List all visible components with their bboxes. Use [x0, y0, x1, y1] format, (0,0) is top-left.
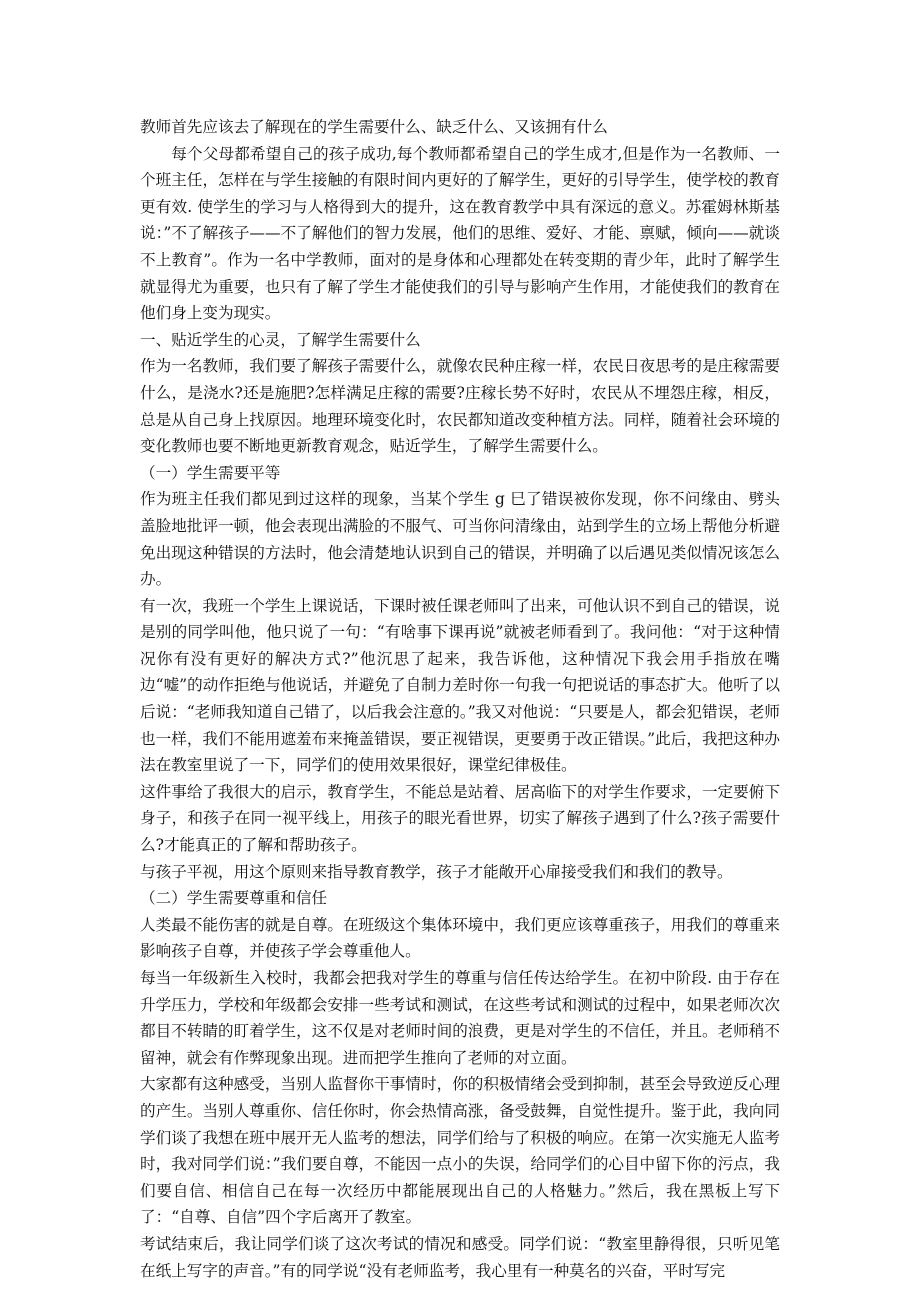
subsection-heading-2: （二）学生需要尊重和信任: [140, 889, 328, 908]
body-paragraph: 这件事给了我很大的启示，教育学生，不能总是站着、居高临下的对学生作要求，一定要俯下身子，和孩子在同一视平线上，用孩子的眼光看世界，切实了解孩子遇到了什么?孩子需要什么?才能真正的了解和帮助孩子。: [140, 782, 780, 855]
body-paragraph: 与孩子平视，用这个原则来指导教育教学，孩子才能敞开心扉接受我们和我们的教导。: [140, 862, 733, 881]
body-paragraph: 有一次，我班一个学生上课说话，下课时被任课老师叫了出来，可他认识不到自己的错误，说是别的同学叫他，他只说了一句：“有啥事下课再说”就被老师看到了。我问他：“对于这种情况你有没有更好的解决方式?”他沉思了起来，我告诉他，这种情况下我会用手指放在嘴边“嘘”的动作拒绝与他说话，并避免了自制力差时你一句我一句把说话的事态扩大。他听了以后说：“老师我知道自己错了，以后我会注意的。”我又对他说：“只要是人，都会犯错误，老师也一样，我们不能用遮羞布来掩盖错误，要正视错误，更要勇于改正错误。”此后，我把这种办法在教室里说了一下，同学们的使用效果很好，课堂纪律极佳。: [140, 596, 780, 775]
body-paragraph: 作为一名教师，我们要了解孩子需要什么，就像农民种庄稼一样，农民日夜思考的是庄稼需要什么，是浇水?还是施肥?怎样满足庄稼的需要?庄稼长势不好时，农民从不埋怨庄稼，相反，总是从自己身上找原因。地理环境变化时，农民都知道改变种植方法。同样，随着社会环境的变化教师也要不断地更新教育观念，贴近学生，了解学生需要什么。: [140, 357, 780, 456]
intro-paragraph: 每个父母都希望自己的孩子成功,每个教师都希望自己的学生成才,但是作为一名教师、一个班主任，怎样在与学生接触的有限时间内更好的了解学生，更好的引导学生，使学校的教育更有效. 使学生的学习与人格得到大的提升，这在教育教学中具有深远的意义。苏霍姆林斯基说：”不了解孩子——不了解他们的智力发展，他们的思维、爱好、才能、禀赋，倾向——就谈不上教育”。作为一名中学教师，面对的是身体和心理都处在转变期的青少年，此时了解学生就显得尤为重要，也只有了解了学生才能使我们的引导与影响产生作用，才能使我们的教育在他们身上变为现实。: [140, 144, 780, 323]
document-title: 教师首先应该去了解现在的学生需要什么、缺乏什么、又该拥有什么: [140, 118, 608, 136]
body-paragraph: 每当一年级新生入校时，我都会把我对学生的尊重与信任传达给学生。在初中阶段. 由于存在升学压力，学校和年级都会安排一些考试和测试，在这些考试和测试的过程中，如果老师次次都目不转睛的盯着学生，这不仅是对老师时间的浪费，更是对学生的不信任，并且。老师稍不留神，就会有作弊现象出现。进而把学生推向了老师的对立面。: [140, 969, 780, 1067]
body-paragraph: 作为班主任我们都见到过这样的现象，当某个学生 g 巳了错误被你发现，你不问缘由、劈头盖脸地批评一顿，他会表现出满脸的不服气、可当你问清缘由，站到学生的立场上帮他分析避免出现这种错误的方法时，他会清楚地认识到自己的错误，并明确了以后遇见类似情况该怎么办。: [140, 490, 780, 589]
body-paragraph: 人类最不能伤害的就是自尊。在班级这个集体环境中，我们更应该尊重孩子，用我们的尊重来影响孩子自尊，并使孩子学会尊重他人。: [140, 915, 780, 961]
document-page: [140, 114, 780, 1284]
body-paragraph: 考试结束后，我让同学们谈了这次考试的情况和感受。同学们说：“教室里静得很，只听见笔在纸上写字的声音。”有的同学说“没有老师监考，我心里有一种莫名的兴奋，平时写完: [140, 1234, 780, 1280]
subsection-heading-1: （一）学生需要平等: [140, 463, 281, 482]
body-paragraph: 大家都有这种感受，当别人监督你干事情时，你的积极情绪会受到抑制，甚至会导致逆反心理的产生。当别人尊重你、信任你时，你会热情高涨，备受鼓舞，自觉性提升。鉴于此，我向同学们谈了我想在班中展开无人监考的想法，同学们给与了积极的响应。在第一次实施无人监考时，我对同学们说：”我们要自尊，不能因一点小的失误，给同学们的心目中留下你的污点，我们要自信、相信自己在每一次经历中都能展现出自己的人格魅力。”然后，我在黑板上写下了：“自尊、自信”四个字后离开了教室。: [140, 1075, 780, 1227]
section-heading-1: 一、贴近学生的心灵，了解学生需要什么: [140, 330, 421, 349]
